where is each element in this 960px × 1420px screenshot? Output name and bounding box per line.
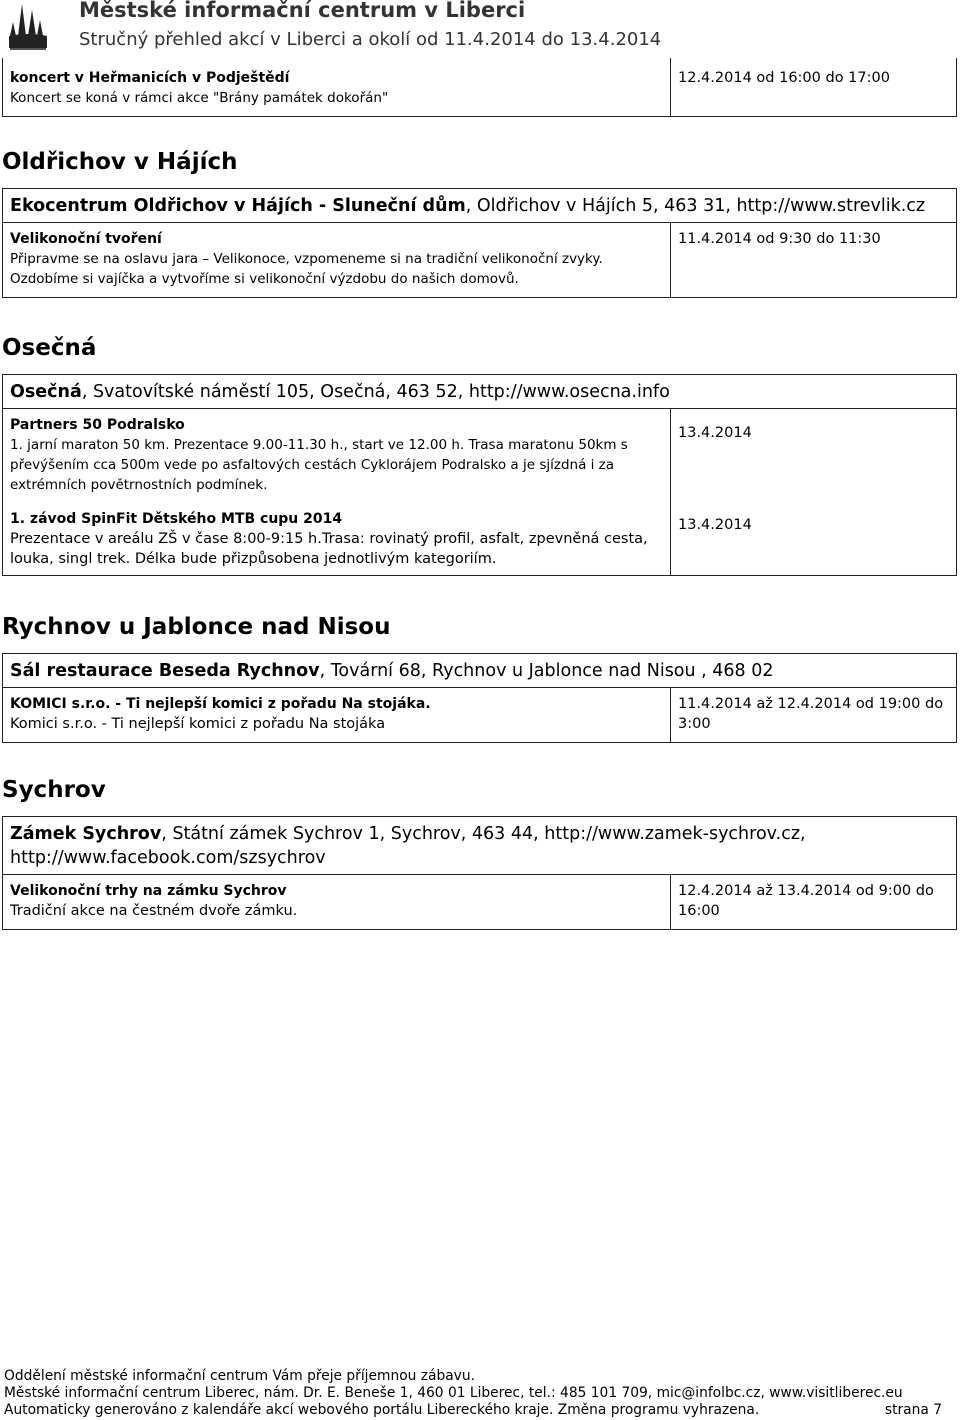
venue-address: [2, 816, 957, 874]
venue-name: Osečná: [10, 382, 82, 402]
footer-note: Automaticky generováno z kalendáře akcí webového portálu Libereckého kraje. Změna programu vyhrazena.: [4, 1402, 760, 1418]
section-title: Oldřichov v Hájích: [2, 149, 238, 175]
event-title: Velikonoční trhy na zámku Sychrov: [10, 883, 287, 899]
event-description-line: Prezentace v areálu ZŠ v čase 8:00-9:15 h.Trasa: rovinatý profil, asfalt, zpevněná cesta,: [10, 531, 648, 547]
event-left-cell: [3, 688, 671, 742]
page-subtitle: Stručný přehled akcí v Liberci a okolí od 11.4.2014 do 13.4.2014: [79, 29, 662, 50]
event-left-cell: [3, 58, 671, 116]
venue-address: [2, 188, 957, 222]
event-title: KOMICI s.r.o. - Ti nejlepší komici z pořadu Na stojáka.: [10, 696, 431, 712]
page-title: Městské informační centrum v Liberci: [79, 0, 526, 22]
page-number: strana 7: [884, 1402, 942, 1418]
event-date-line: 12.4.2014 až 13.4.2014 od 9:00 do: [678, 883, 934, 899]
event-description-line: louka, singl trek. Délka bude přizpůsobena jednotlivým kategoriím.: [10, 551, 497, 567]
event-date-cell: [671, 875, 956, 929]
event-description-line: Připravme se na oslavu jara – Velikonoce, vzpomeneme si na tradiční velikonoční zvyky.: [10, 251, 603, 267]
footer-contact: Městské informační centrum Liberec, nám. Dr. E. Beneše 1, 460 01 Liberec, tel.: 485 101 709, mic@infolbc.cz, www.visitliberec.eu: [4, 1385, 903, 1401]
event-title: koncert v Heřmanicích v Podještědí: [10, 70, 290, 86]
event-description-line: Komici s.r.o. - Ti nejlepší komici z pořadu Na stojáka: [10, 716, 386, 732]
event-dates-cell: [671, 409, 956, 575]
event-description-line: Ozdobíme si vajíčka a vytvoříme si velikonoční výzdobu do našich domovů.: [10, 271, 519, 287]
page-footer: [4, 1368, 956, 1419]
event-date-cell: [671, 688, 956, 742]
venue-details: , Oldřichov v Hájích 5, 463 31, http://www.strevlik.cz: [465, 196, 926, 216]
event-row: [2, 222, 957, 298]
venue-address: [2, 374, 957, 408]
event-date-line: 16:00: [678, 903, 720, 919]
section-title: Sychrov: [2, 777, 106, 803]
event-date-line: 3:00: [678, 716, 711, 732]
event-left-cell: [3, 409, 671, 575]
liberec-town-hall-logo-icon: [8, 2, 48, 52]
venue-details: , Tovární 68, Rychnov u Jablonce nad Nisou , 468 02: [319, 661, 774, 681]
continued-event-table: [2, 58, 957, 117]
page-header: [0, 0, 960, 56]
event-date: 13.4.2014: [678, 517, 752, 533]
venue-address: [2, 653, 957, 687]
event-description-line: extrémních povětrnostních podmínek.: [10, 477, 268, 493]
event-title: 1. závod SpinFit Dětského MTB cupu 2014: [10, 511, 343, 527]
event-title: Velikonoční tvoření: [10, 231, 162, 247]
section-rychnov: [2, 613, 957, 743]
event-date: 11.4.2014 od 9:30 do 11:30: [678, 231, 881, 247]
event-description-line: Tradiční akce na čestném dvoře zámku.: [10, 903, 298, 919]
venue-name: Sál restaurace Beseda Rychnov: [10, 661, 320, 681]
event-date: 13.4.2014: [678, 425, 752, 441]
venue-details: , Svatovítské náměstí 105, Osečná, 463 52, http://www.osecna.info: [81, 382, 670, 402]
event-table: [2, 408, 957, 576]
event-description: Koncert se koná v rámci akce "Brány památek dokořán": [10, 90, 389, 106]
event-row: [2, 874, 957, 930]
footer-greeting: Oddělení městské informační centrum Vám přeje příjemnou zábavu.: [4, 1368, 475, 1384]
event-left-cell: [3, 875, 671, 929]
venue-details-line2: http://www.facebook.com/szsychrov: [10, 848, 326, 868]
section-title: Osečná: [2, 335, 97, 361]
event-date-line: 11.4.2014 až 12.4.2014 od 19:00 do: [678, 696, 944, 712]
section-osecna: [2, 334, 957, 576]
section-title: Rychnov u Jablonce nad Nisou: [2, 614, 391, 640]
section-oldrichov: [2, 148, 957, 298]
event-date: 12.4.2014 od 16:00 do 17:00: [678, 70, 890, 86]
event-description-line: převýšením cca 500m vede po asfaltových cestách Cyklorájem Podralsko a je sjízdná i za: [10, 457, 615, 473]
event-description-line: 1. jarní maraton 50 km. Prezentace 9.00-11.30 h., start ve 12.00 h. Trasa maratonu 50km s: [10, 437, 628, 453]
event-title: Partners 50 Podralsko: [10, 417, 185, 433]
event-row: [2, 687, 957, 743]
venue-name: Ekocentrum Oldřichov v Hájích - Sluneční dům: [10, 196, 466, 216]
venue-details: , Státní zámek Sychrov 1, Sychrov, 463 44, http://www.zamek-sychrov.cz,: [161, 824, 806, 844]
venue-name: Zámek Sychrov: [10, 824, 162, 844]
section-sychrov: [2, 776, 957, 930]
event-left-cell: [3, 223, 671, 297]
